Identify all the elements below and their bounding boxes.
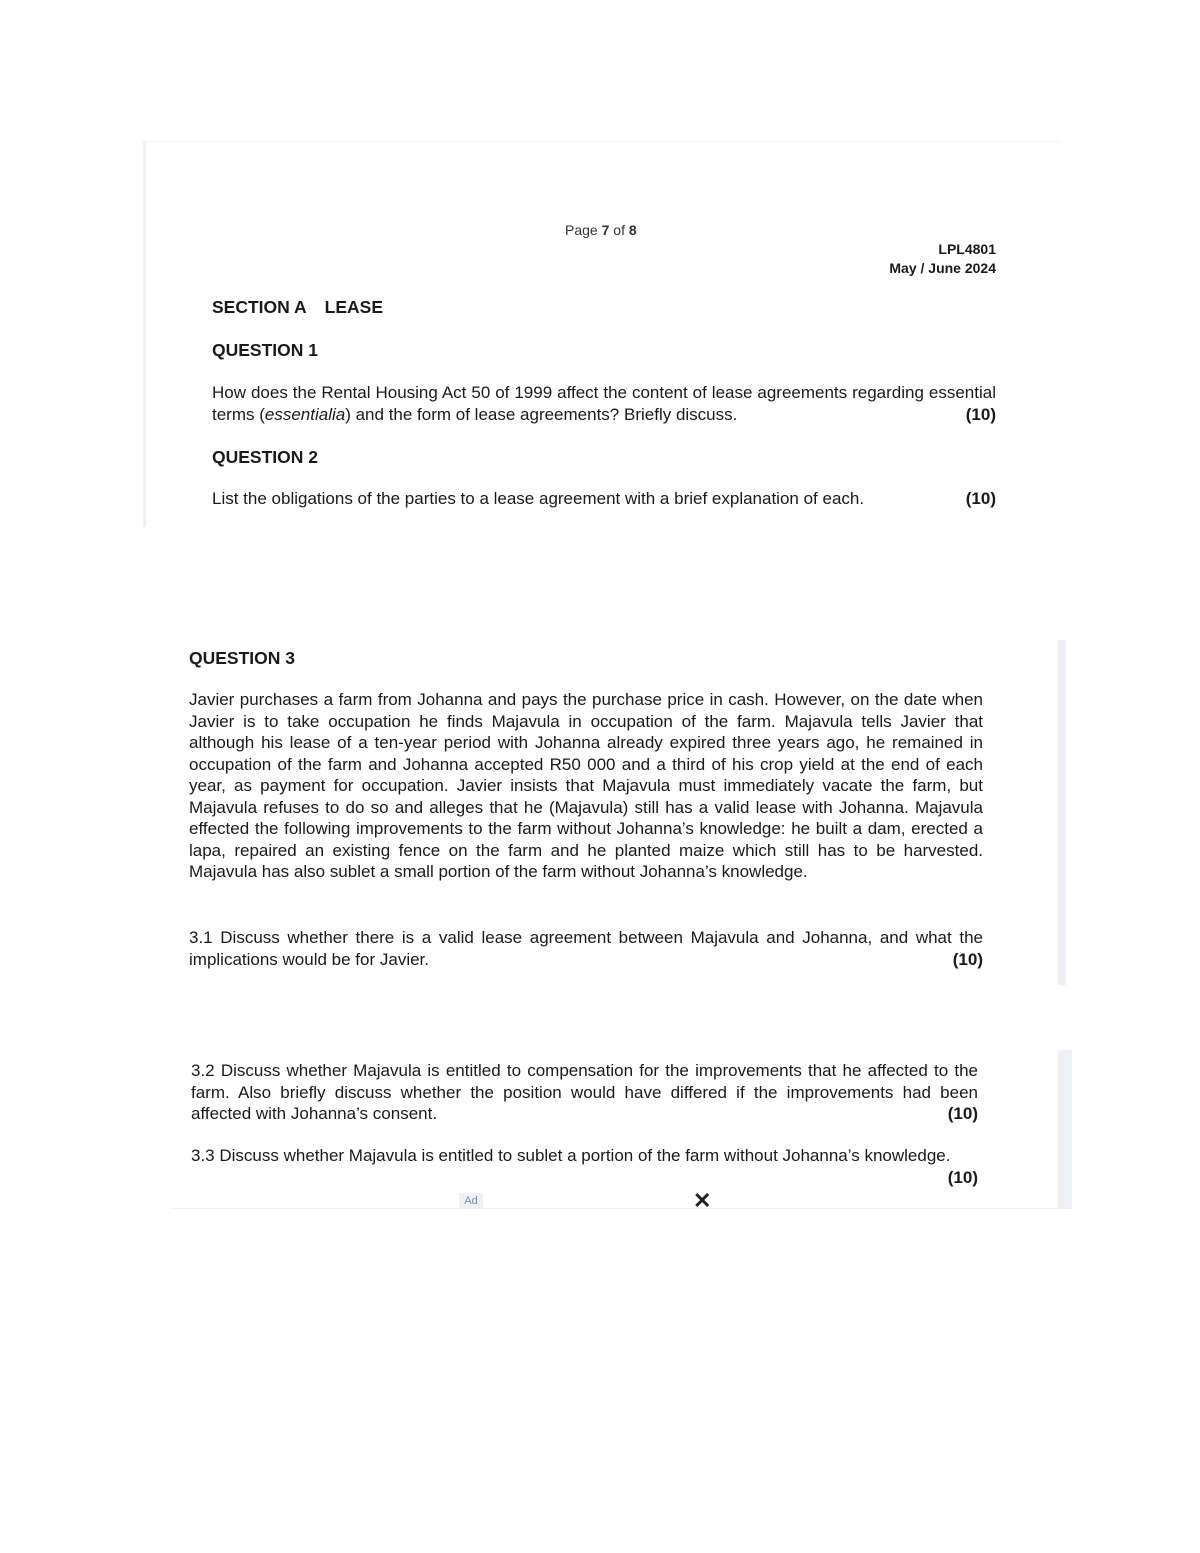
question-3-2: [191, 1060, 978, 1125]
question-1-text: [212, 382, 996, 425]
question-2-marks: (10): [965, 489, 996, 508]
page-total: 8: [628, 222, 637, 238]
page-of: of: [609, 222, 629, 238]
course-code: LPL4801: [938, 241, 996, 257]
question-3-scenario: Javier purchases a farm from Johanna and pays the purchase price in cash. However, on the date when Javier is to take occupation he finds Majavula in occupation of the farm. Majavula tells Javier that although his lease of a ten-year period with Johanna already expired three years ago, he remained in occupation of the farm and Johanna accepted R50 000 and a third of his crop yield at the end of each year, as payment for occupation. Javier insists that Majavula must immediately vacate the farm, but Majavula refuses to do so and alleges that he (Majavula) still has a valid lease with Johanna. Majavula effected the following improvements to the farm without Johanna’s knowledge: he built a dam, erected a lapa, repaired an existing fence on the farm and he planted maize which still has to be harvested. Majavula has also sublet a small portion of the farm without Johanna’s knowledge.: [189, 690, 983, 881]
question-3-heading: QUESTION 3: [189, 648, 295, 668]
close-ad-icon[interactable]: ✕: [693, 1188, 712, 1213]
q2-text-body: List the obligations of the parties to a lease agreement with a brief explanation of each.: [212, 489, 865, 508]
q1-text-after: ) and the form of lease agreements? Briefly discuss.: [345, 404, 738, 424]
course-info: [889, 240, 996, 278]
q1-text-italic: essentialia: [264, 404, 346, 424]
exam-page-panel-1: [143, 141, 1061, 527]
question-2-text: [212, 488, 996, 510]
q3-3-text: 3.3 Discuss whether Majavula is entitled to sublet a portion of the farm without Johanna’s knowledge.: [191, 1146, 951, 1165]
section-label: SECTION A: [212, 297, 307, 317]
q1-text-before: How does the Rental Housing Act 50 of 1999 affect the content of lease agreements regarding essential terms (: [212, 383, 996, 424]
page-prefix: Page: [565, 222, 602, 238]
page-number: [565, 222, 637, 238]
question-2-heading: QUESTION 2: [212, 447, 318, 467]
ad-badge[interactable]: Ad: [459, 1193, 483, 1209]
question-1-heading: QUESTION 1: [212, 340, 318, 360]
question-1-marks: (10): [965, 404, 996, 424]
exam-date: May / June 2024: [889, 260, 996, 276]
section-title: [212, 297, 383, 318]
question-3-2-marks: (10): [947, 1104, 978, 1123]
q3-2-text: 3.2 Discuss whether Majavula is entitled to compensation for the improvements that he affected to the farm. Also briefly discuss whether the position would have differed if the improvements had been affected with Johanna’s consent.: [191, 1061, 978, 1123]
question-3-3-marks: (10): [947, 1167, 978, 1187]
question-3-3: [191, 1145, 978, 1188]
q3-1-text: 3.1 Discuss whether there is a valid lease agreement between Majavula and Johanna, and what the implications would be for Javier.: [189, 928, 983, 969]
page-current: 7: [601, 222, 610, 238]
section-subject: LEASE: [324, 297, 383, 317]
question-3-1-marks: (10): [952, 949, 983, 969]
question-3-1: [189, 927, 983, 970]
